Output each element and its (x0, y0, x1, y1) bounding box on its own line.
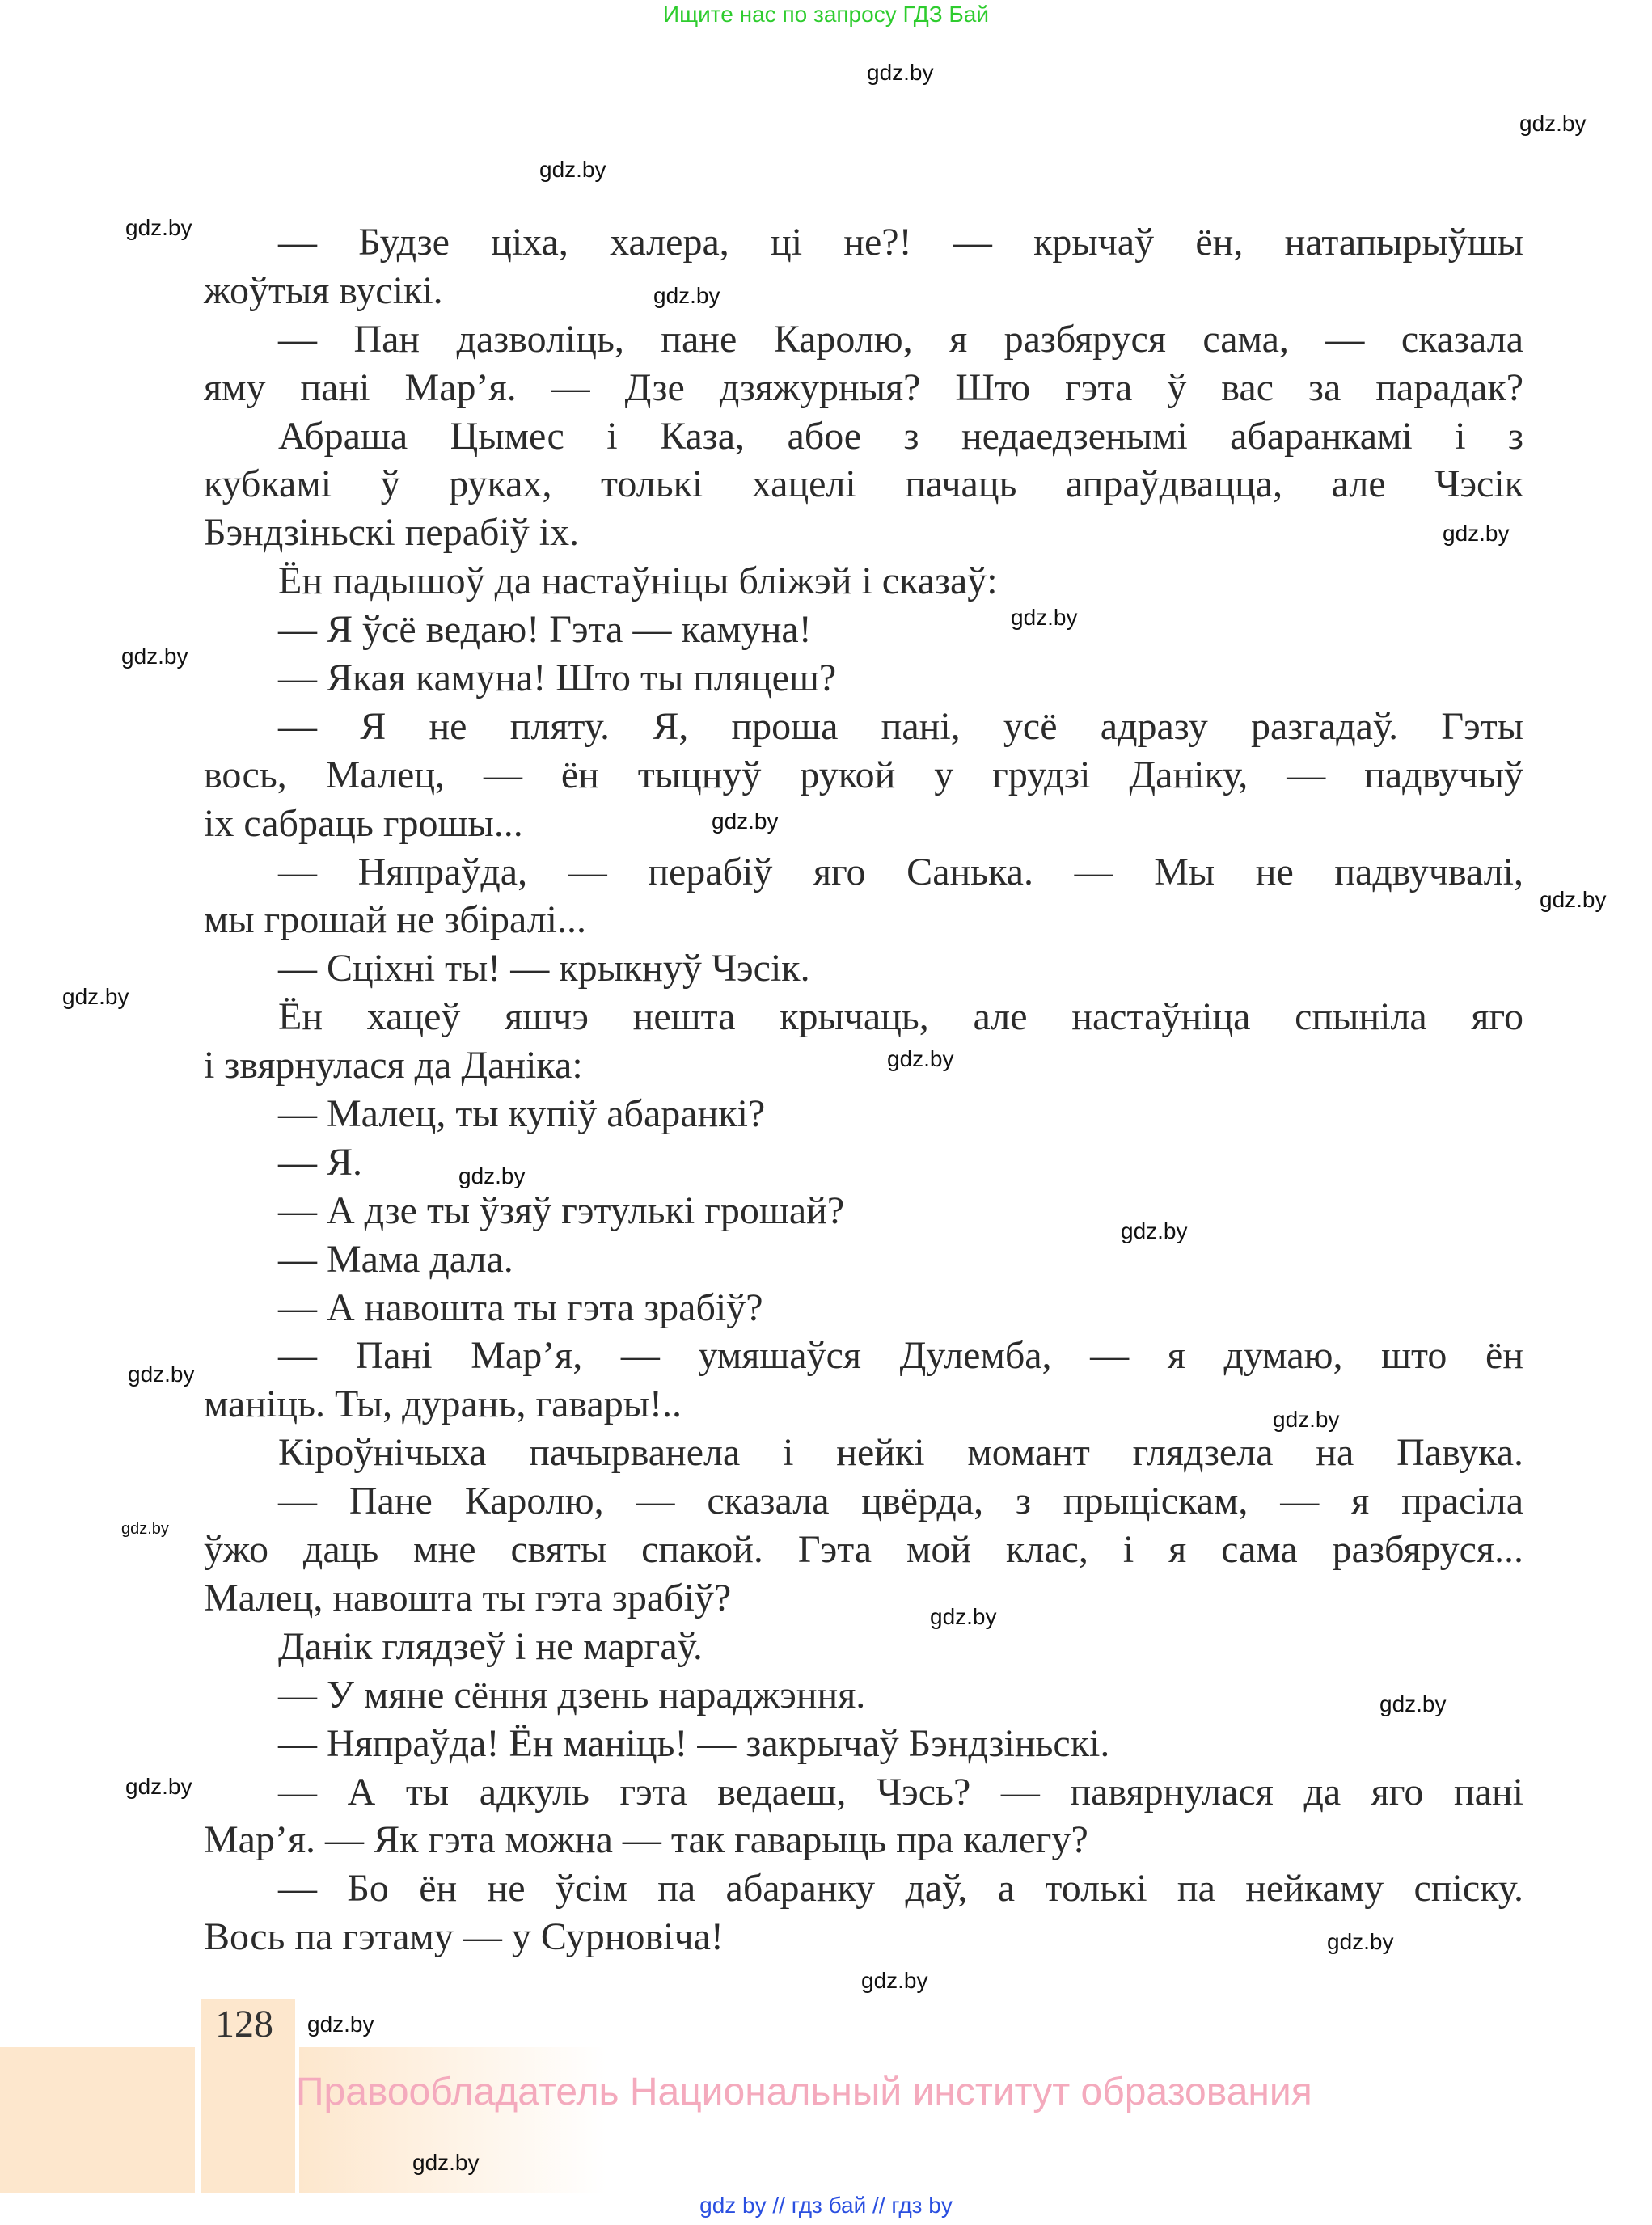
watermark: gdz.by (867, 60, 934, 85)
watermark: gdz.by (539, 157, 606, 182)
footer-links[interactable]: gdz by // гдз бай // гдз by (699, 2193, 953, 2218)
text-line: — Я не пляту. Я, проша пані, усё адразу разгадаў. Гэты (278, 704, 1523, 748)
top-banner: Ищите нас по запросу ГДЗ Бай (662, 2, 990, 27)
watermark: gdz.by (1519, 111, 1587, 136)
text-line: — Малец, ты купіў абаранкі? (278, 1092, 766, 1136)
text-line: — Пан дазволіць, пане Каролю, я разбяруся сама, — сказала (278, 317, 1523, 361)
watermark: gdz.by (712, 809, 779, 834)
text-line: ўжо даць мне святы спакой. Гэта мой клас, і я сама разбяруся... (204, 1528, 1523, 1572)
watermark: gdz.by (1273, 1407, 1340, 1432)
text-line: Абраша Цымес і Каза, абое з недаедзенымі абаранкамі і з (278, 414, 1523, 458)
text-line: вось, Малец, — ён тыцнуў рукой у грудзі Даніку, — падвучыў (204, 753, 1523, 796)
watermark: gdz.by (412, 2150, 480, 2175)
text-line: Кіроўнічыха пачырванела і нейкі момант глядзела на Павука. (278, 1431, 1523, 1475)
text-line: яму пані Мар’я. — Дзе дзяжурныя? Што гэта ў вас за парадак? (204, 365, 1523, 409)
text-line: жоўтыя вусікі. (204, 268, 443, 312)
watermark: gdz.by (1011, 605, 1078, 630)
watermark: gdz.by (653, 283, 720, 308)
text-line: — Я ўсё ведаю! Гэта — камуна! (278, 608, 812, 652)
watermark: gdz.by (125, 215, 192, 240)
text-line: — Пане Каролю, — сказала цвёрда, з прыцiскам, — я прасіла (278, 1480, 1523, 1523)
text-line: — Бо ён не ўсім па абаранку даў, а толькі па нейкаму спіску. (278, 1867, 1523, 1910)
page-number: 128 (215, 2003, 273, 2046)
text-line: іх сабраць грошы... (204, 801, 523, 845)
text-line: і звярнулася да Даніка: (204, 1044, 583, 1087)
copyright-notice: Правообладатель Национальный институт образования (296, 2071, 1312, 2113)
text-line: — Будзе ціха, халера, ці не?! — крычаў ён, натапырыўшы (278, 221, 1523, 264)
watermark: gdz.by (125, 1774, 192, 1799)
text-line: — А навошта ты гэта зрабіў? (278, 1286, 763, 1329)
text-line: мы грошай не збіралі... (204, 898, 586, 942)
story-text (204, 218, 1523, 1961)
decor-block (0, 2047, 195, 2193)
watermark: gdz.by (62, 984, 129, 1009)
text-line: — У мяне сёння дзень нараджэння. (278, 1673, 866, 1716)
text-line: Ён хацеў яшчэ нешта крычаць, але настаўніца спыніла яго (278, 995, 1523, 1039)
text-line: — Мама дала. (278, 1237, 513, 1281)
watermark: gdz.by (1379, 1691, 1447, 1716)
text-line: Малец, навошта ты гэта зрабіў? (204, 1576, 732, 1619)
text-line: — А ты адкуль гэта ведаеш, Чэсь? — павярнулася да яго пані (278, 1770, 1523, 1813)
watermark: gdz.by (1540, 887, 1607, 912)
text-line: — Сціхні ты! — крыкнуў Чэсік. (278, 947, 810, 990)
text-line: кубкамі ў руках, толькі хацелі пачаць апраўдвацца, але Чэсік (204, 462, 1523, 506)
text-line: — Якая камуна! Што ты пляцеш? (278, 657, 837, 700)
text-line: Ён падышоў да настаўніцы бліжэй і сказаў: (278, 559, 998, 603)
watermark: gdz.by (1327, 1929, 1394, 1954)
watermark: gdz.by (128, 1362, 195, 1387)
watermark: gdz.by (861, 1968, 928, 1993)
watermark: gdz.by (1443, 521, 1510, 546)
text-line: — Няпраўда, — перабіў яго Санька. — Мы не падвучвалі, (278, 850, 1523, 893)
text-line: — Пані Мар’я, — умяшаўся Дулемба, — я думаю, што ён (278, 1334, 1523, 1378)
watermark: gdz.by (887, 1046, 954, 1071)
text-line: маніць. Ты, дурань, гавары!.. (204, 1383, 682, 1426)
watermark: gdz.by (458, 1163, 526, 1188)
text-line: — А дзе ты ўзяў гэтулькі грошай? (278, 1188, 845, 1232)
watermark: gdz.by (307, 2012, 374, 2037)
watermark: gdz.by (121, 644, 188, 669)
watermark: gdz.by (930, 1604, 997, 1629)
watermark: gdz.by (121, 1520, 169, 1538)
watermark: gdz.by (1121, 1218, 1188, 1243)
text-line: Вось па гэтаму — у Сурновіча! (204, 1915, 724, 1959)
text-line: Данік глядзеў і не маргаў. (278, 1624, 703, 1668)
text-line: — Я. (278, 1140, 363, 1184)
text-line: — Няпраўда! Ён маніць! — закрычаў Бэндзіньскі. (278, 1721, 1110, 1765)
text-line: Бэндзіньскі перабіў іх. (204, 511, 580, 555)
text-line: Мар’я. — Як гэта можна — так гаварыць пра калегу? (204, 1818, 1088, 1862)
